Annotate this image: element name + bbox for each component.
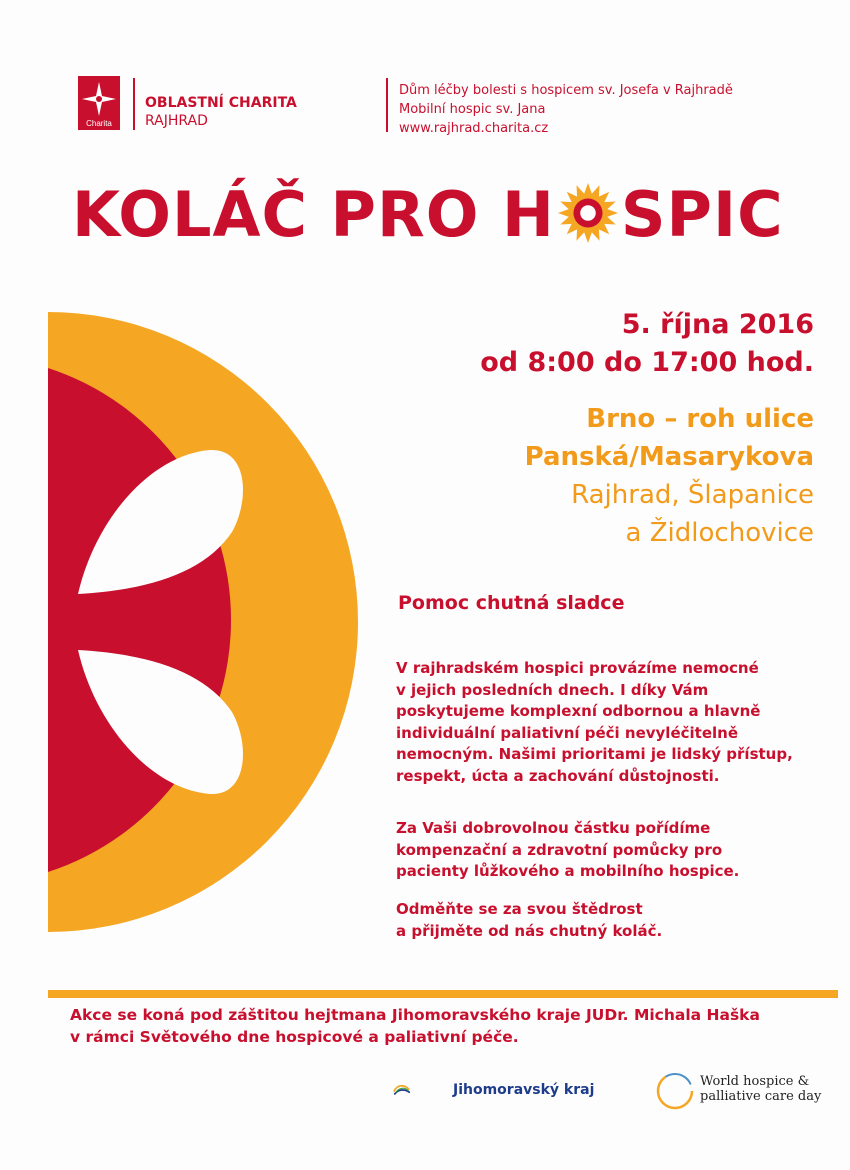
paragraph-1 bbox=[396, 658, 816, 787]
divider-bar bbox=[48, 990, 838, 998]
p1-line: poskytujeme komplexní odbornou a hlavně bbox=[396, 702, 761, 720]
title-part-2: SPIC bbox=[620, 178, 784, 251]
p1-line: nemocným. Našimi prioritami je lidský přístup, bbox=[396, 745, 793, 763]
contact-block bbox=[399, 81, 733, 138]
event-date: 5. října 2016 bbox=[621, 309, 814, 340]
whd-line-2: palliative care day bbox=[700, 1089, 822, 1104]
website-link[interactable]: www.rajhrad.charita.cz bbox=[399, 121, 549, 136]
paragraph-2 bbox=[396, 818, 816, 883]
p2-line: kompenzační a zdravotní pomůcky pro bbox=[396, 840, 723, 859]
jmk-label: Jihomoravský kraj bbox=[453, 1082, 595, 1098]
p3-line: Odměňte se za svou štědrost bbox=[396, 900, 643, 918]
event-place bbox=[525, 400, 814, 552]
contact-line-1: Dům léčby bolesti s hospicem sv. Josefa v Rajhradě bbox=[399, 83, 733, 98]
org-line-1: OBLASTNÍ CHARITA bbox=[145, 95, 297, 111]
whd-line-1: World hospice & bbox=[700, 1074, 810, 1089]
contact-divider bbox=[386, 78, 388, 132]
event-date-time bbox=[480, 306, 814, 382]
jihomoravsky-kraj-logo-icon bbox=[393, 1066, 451, 1112]
place-line-4: a Židlochovice bbox=[625, 518, 814, 548]
p1-line: V rajhradském hospici provázíme nemocné bbox=[396, 659, 759, 677]
title-part-1: KOLÁČ PRO H bbox=[72, 178, 555, 251]
p3-line: a přijměte od nás chutný koláč. bbox=[396, 921, 663, 940]
logo-text: Charita bbox=[86, 119, 112, 128]
header-divider bbox=[133, 78, 135, 130]
world-hospice-day-label bbox=[700, 1074, 821, 1104]
paragraph-3 bbox=[396, 899, 816, 942]
p2-line: Za Vaši dobrovolnou částku pořídíme bbox=[396, 819, 711, 837]
org-line-2: RAJHRAD bbox=[145, 113, 208, 129]
p1-line: individuální paliativní péči nevyléčitelně bbox=[396, 723, 738, 742]
place-line-3: Rajhrad, Šlapanice bbox=[571, 480, 814, 510]
event-time: od 8:00 do 17:00 hod. bbox=[480, 347, 814, 378]
world-hospice-day-logo-icon bbox=[655, 1071, 695, 1111]
charita-logo-icon bbox=[78, 76, 120, 130]
sunflower-icon bbox=[557, 182, 619, 244]
place-line-2: Panská/Masarykova bbox=[524, 442, 814, 472]
slogan: Pomoc chutná sladce bbox=[398, 592, 625, 614]
p2-line: pacienty lůžkového a mobilního hospice. bbox=[396, 862, 740, 880]
p1-line: v jejich posledních dnech. I díky Vám bbox=[396, 680, 709, 699]
page-title bbox=[72, 180, 784, 250]
organization-name bbox=[145, 94, 297, 130]
place-line-1: Brno – roh ulice bbox=[586, 404, 814, 434]
contact-line-2: Mobilní hospic sv. Jana bbox=[399, 102, 546, 117]
charita-emblem-icon bbox=[0, 300, 380, 940]
patron-line-2: v rámci Světového dne hospicové a paliativní péče. bbox=[70, 1028, 519, 1046]
patronage-text bbox=[70, 1004, 760, 1048]
p1-line: respekt, úcta a zachování důstojnosti. bbox=[396, 766, 720, 785]
patron-line-1: Akce se koná pod záštitou hejtmana Jihomoravského kraje JUDr. Michala Haška bbox=[70, 1006, 760, 1024]
